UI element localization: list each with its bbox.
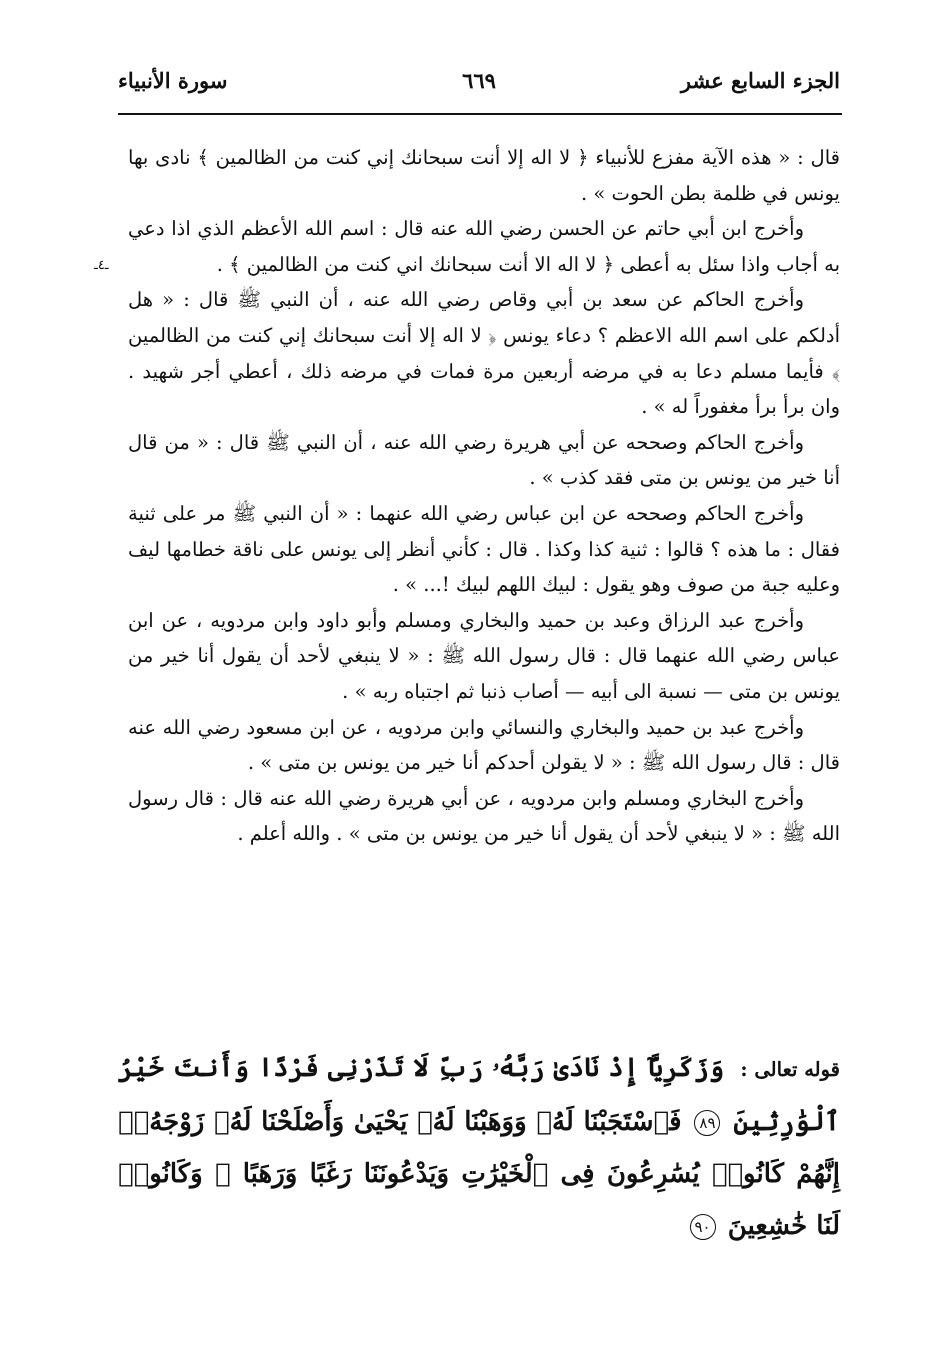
verse-89: وَزَكَرِيَّآ إِذْ نَادَىٰ رَبَّهُۥ رَبِّ لَا تَذَرْنِى فَرْدًا وَأَنتَ خَيْرُ ٱلْوَٰرِثِينَ (118, 1053, 841, 1137)
verse-intro: قوله تعالى : (740, 1058, 841, 1081)
paragraph: وأخرج الحاكم وصححه عن أبي هريرة رضي الله عنه ، أن النبي ﷺ قال : « من قال أنا خير من يونس بن متى فقد كذب » . (128, 430, 840, 490)
verse-90: فَٱسْتَجَبْنَا لَهُۥ وَوَهَبْنَا لَهُۥ يَحْيَىٰ وَأَصْلَحْنَا لَهُۥ زَوْجَهُۥٓ إِنَّهُمْ كَانُوا۟ يُسَٰرِعُونَ فِى ٱلْخَيْرَٰتِ وَيَدْعُونَنَا رَغَبًا وَرَهَبًا ۖ وَكَانُوا۟ لَنَا خَٰشِعِينَ (118, 1107, 840, 1241)
paragraph: وأخرج عبد بن حميد والبخاري والنسائي وابن مردويه ، عن ابن مسعود رضي الله عنه قال : قال رسول الله ﷺ : « لا يقولن أحدكم أنا خير من يونس بن متى » . (128, 715, 840, 775)
header-rule (118, 113, 842, 115)
ayah-number-90: ٩٠ (690, 1214, 716, 1240)
juz-title: الجزء السابع عشر (680, 68, 840, 93)
paragraph: قال : « هذه الآية مفزع للأنبياء ﴿ لا اله إلا أنت سبحانك إني كنت من الظالمين ﴾ نادى بها يونس في ظلمة بطن الحوت » . (128, 146, 840, 205)
paragraph: وأخرج البخاري ومسلم وابن مردويه ، عن أبي هريرة رضي الله عنه قال : قال رسول الله ﷺ : « لا ينبغي لأحد أن يقول أنا خير من يونس بن متى » . والله أعلم . (128, 786, 840, 846)
ayah-number-89: ٨٩ (694, 1110, 720, 1136)
running-header (118, 68, 840, 102)
surah-title: سورة الأنبياء (118, 68, 228, 93)
commentary-text (128, 140, 840, 852)
margin-mark: ـ٤ـ (94, 258, 109, 273)
page-number: ٦٦٩ (462, 68, 496, 93)
paragraph: وأخرج الحاكم وصححه عن ابن عباس رضي الله عنهما : « أن النبي ﷺ مر على ثنية فقال : ما هذه ؟ قالوا : ثنية كذا وكذا . قال : كأني أنظر إلى يونس على ناقة خطامها ليف وعليه جبة من صوف وهو يقول : لبيك اللهم لبيك !... » . (128, 501, 840, 597)
paragraph: وأخرج ابن أبي حاتم عن الحسن رضي الله عنه قال : اسم الله الأعظم الذي اذا دعي به أجاب واذا سئل به أعطى ﴿ لا اله الا أنت سبحانك اني كنت من الظالمين ﴾ . (128, 217, 840, 276)
paragraph: وأخرج الحاكم عن سعد بن أبي وقاص رضي الله عنه ، أن النبي ﷺ قال : « هل أدلكم على اسم الله الاعظم ؟ دعاء يونس ﴿ لا اله إلا أنت سبحانك إني كنت من الظالمين ﴾ فأيما مسلم دعا به في مرضه أربعين مرة فمات في مرضه ذلك ، أعطي أجر شهيد . وان برأ برأ مغفوراً له » . (128, 288, 840, 419)
paragraph: وأخرج عبد الرزاق وعبد بن حميد والبخاري ومسلم وأبو داود وابن مردويه ، عن ابن عباس رضي الله عنهما قال : قال رسول الله ﷺ : « لا ينبغي لأحد أن يقول أنا خير من يونس بن متى — نسبة الى أبيه — أصاب ذنبا ثم اجتباه ربه » . (128, 608, 840, 703)
quran-verses (118, 1042, 840, 1252)
